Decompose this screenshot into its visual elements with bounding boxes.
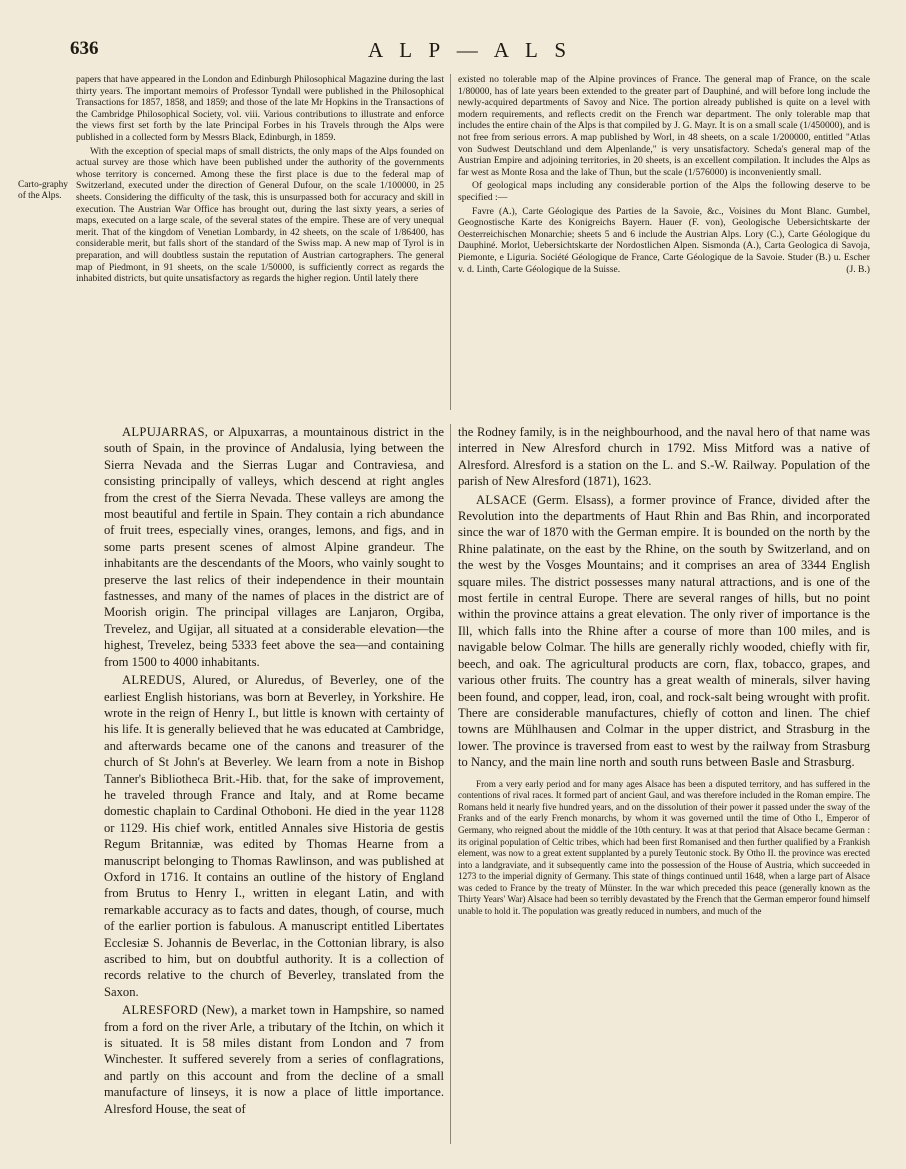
paragraph: existed no tolerable map of the Alpine provinces of France. The general map of France, on the scale 1/80000, has of late years been extended to the greater part of Dauphiné, and will before long include the newly-acquired departments of Savoy and Nice. The portion already published is quite on a level with modern requirements, and reflects credit on the French war department. The only tolerable map that includes the entire chain of the Alps is that compiled by J. G. Mayr. It is on a small scale (1/450000), and is not free from serious errors. A map published by Worl, in 48 sheets, on a scale 1/200000, entitled "Atlas von Sudwest Deutschland und dem Alpenlande," is very unsatisfactory. Scheda's general map of the Austrian Empire and adjoining territories, in 20 sheets, is an excellent compilation. It includes the Alps as far west as Monte Rosa and the lake of Thun, but the scale (1/576000) is inconveniently small. — [458, 74, 870, 178]
entry-text: the Rodney family, is in the neighbourhood, and the naval hero of that name was interred in New Alresford church in 1792. Miss Mitford was a native of Alresford. Alresford is a station on the L. and S.-W. Railway. Population of the parish of New Alresford (1871), 1623. — [458, 425, 870, 489]
alsace-history: From a very early period and for many ages Alsace has been a disputed territory, and has suffered in the contentions of rival races. It formed part of ancient Gaul, and was therefore included in the Roman empire. The Romans held it nearly five hundred years, and on the dissolution of their power it passed under the sway of the Franks and of the early French monarchs, by whom it was governed until the time of Otho I., Emperor of Germany, who reigned about the middle of the 10th century. It was at that period that Alsace became German : its original population of Celtic tribes, which had been first Romanised and then further qualified by a Frankish element, was now to a great extent supplanted by a purely Teutonic stock. By Otho II. the province was erected into a landgraviate, and it subsequently came into the possession of the House of Austria, which succeeded in 1273 to the imperial dignity of Germany. This state of things continued until 1648, when a large part of Alsace was ceded to France by the treaty of Münster. In the war which preceded this peace (generally known as the Thirty Years' War) Alsace had been so terribly devastated by the French that the German emperor found himself unable to hold it. The population was greatly reduced in numbers, and much of the — [458, 778, 870, 917]
margin-note: Carto-graphy of the Alps. — [18, 180, 68, 201]
page-number: 636 — [70, 38, 99, 59]
headword: ALPUJARRAS, — [122, 425, 209, 439]
entry-alsace — [458, 492, 870, 771]
bottom-left-column — [104, 424, 444, 1117]
paragraph: papers that have appeared in the London and Edinburgh Philosophical Magazine during the last thirty years. The important memoirs of Professor Tyndall were published in the Philosophical Transactions for 1857, 1858, and 1859; and those of the late Mr Hopkins in the Transactions of the Cambridge Philosophical Society, vol. viii. Various contributions to illustrate and enforce the views first set forth by the late Principal Forbes in his Travels through the Alps were published in a collected form by Messrs Black, Edinburgh, in 1859. — [76, 74, 444, 143]
column-divider — [450, 74, 451, 410]
entry-text: or Alpuxarras, a mountainous district in the south of Spain, in the province of Andalusia, lying between the Sierra Nevada and the Sierras Lugar and Contraviesa, and consisting principally of valleys, which descend at right angles from the crest of the Sierra Nevada. These valleys are among the most beautiful and fertile in Spain. They contain a rich abundance of fruit trees, especially vines, oranges, lemons, and figs, and in some parts present scenes of almost Alpine grandeur. The inhabitants are the descendants of the Moors, who vainly sought to preserve the last relics of their independence in their mountain fastnesses, and many of the names of places in the district are of Moorish origin. The principal villages are Lanjaron, Orgiba, Trevelez, and Ugijar, all situated at a considerable elevation—the highest, Trevelez, being 5333 feet above the sea—and containing from 1500 to 4000 inhabitants. — [104, 425, 444, 669]
paragraph: Of geological maps including any considerable portion of the Alps the following deserve to be specified :— — [458, 180, 870, 203]
entry-alresford — [104, 1002, 444, 1117]
paragraph: With the exception of special maps of small districts, the only maps of the Alps founded on actual survey are those which have been published under the authority of the governments whose territory is concerned. Among these the first place is due to the federal map of Switzerland, executed under the direction of General Dufour, on the scale 1/100000, in 25 sheets. Considering the difficulty of the task, this is unsurpassed both for accuracy and skill in execution. The Austrian War Office has brought out, during the last sixty years, a series of maps, executed on a large scale, of the several states of the empire. These are of very unequal merit. That of the kingdom of Venetian Lombardy, in 42 sheets, on the scale of 1/86400, has considerable merit, but falls short of the standard of the Swiss map. A new map of Tyrol is in preparation, and will doubtless sustain the reputation of Austrian cartographers. The general map of Piedmont, in 91 sheets, on the scale 1/50000, is sufficiently correct as regards the inhabited districts, but quite unsatisfactory as regards the higher region. Until lately there — [76, 145, 444, 285]
page-header — [70, 38, 870, 64]
headword: ALSACE — [476, 492, 527, 507]
paragraph — [458, 206, 870, 276]
bibliography: Favre (A.), Carte Géologique des Parties de la Savoie, &c., Voisines du Mont Blanc. Gumbel, Geognostische Karte des Konigreichs Bayern. Hauer (F. von), Geologische Uebersichtskarte der Oesterreichischen Monarchie; sheets 5 and 6 include the Austrian Alps. Lory (C.), Carte Géologique du Dauphiné. Morlot, Uebersichtskarte der Nordostlichen Alpen. Sismonda (A.), Carta Geologica di Savoja, Piemonte, e Liguria. Société Géologique de France, Carte Géologique de la Savoie. Studer (B.) u. Escher v. d. Linth, Carte Géologique de la Suisse. — [458, 205, 870, 275]
entry-alresford-cont — [458, 424, 870, 490]
running-head: A L P — A L S — [367, 38, 573, 62]
column-divider — [450, 424, 451, 1144]
entry-text: Alured, or Aluredus, of Beverley, one of the earliest English historians, was born at Beverley, in Yorkshire. He wrote in the reign of Henry I., but little is known with certainty of his life. It is generally believed that he was educated at Cambridge, and afterwards became one of the canons and treasurer of the church of St John's at Beverley. We learn from a note in Bishop Tanner's Bibliotheca Brit.-Hib. that, for the sake of improvement, he traveled through France and Italy, and at Rome became domestic chaplain to Cardinal Othoboni. He died in the year 1128 or 1129. His chief work, entitled Annales sive Historia de gestis Regum Britanniæ, was edited by Thomas Hearne from a manuscript belonging to Thomas Rawlinson, and was published at Oxford in 1716. It contains an outline of the history of England from Brutus to Henry I., written in elegant Latin, and with remarkable accuracy as to facts and dates, though, of course, much of the earlier portion is fabulous. A manuscript entitled Libertates Ecclesiæ S. Johannis de Beverlac, in the Cottonian library, is also ascribed to him, but on doubtful authority. It is a collection of records relative to the church of Beverley, translated from the Saxon. — [104, 673, 444, 999]
bottom-right-column — [458, 424, 870, 918]
headword: ALRESFORD — [122, 1003, 199, 1018]
top-left-column — [76, 74, 444, 285]
entry-alpujarras — [104, 424, 444, 670]
top-right-column — [458, 74, 870, 275]
entry-text: (Germ. Elsass), a former province of France, divided after the Revolution into the departments of Haut Rhin and Bas Rhin, and incorporated since the war of 1870 with the German empire. It is bounded on the north by the Rhine palatinate, on the east by the Rhine, on the south by Switzerland, and on the west by the Vosges Mountains; and it comprises an area of 3344 English square miles. The district possesses many natural attractions, and is one of the most fertile in central Europe. There are several ranges of hills, but no point within the province attains a great elevation. The only river of importance is the Ill, which falls into the Rhine after a course of more than 100 miles, and is navigable below Colmar. The hills are generally richly wooded, chiefly with fir, beech, and oak. The agricultural products are corn, flax, tobacco, grapes, and various other fruits. The country has a great wealth of minerals, silver having been found, and copper, lead, iron, coal, and rock-salt being wrought with profit. There are considerable manufactures, chiefly of cotton and linen. The chief towns are Mühlhausen and Colmar in the upper district, and Strasburg in the lower. The province is traversed from east to west by the railway from Strasburg to Nancy, and the main line north and south runs between Basle and Strasburg. — [458, 492, 870, 770]
headword: ALREDUS, — [122, 673, 186, 688]
author-signature: (J. B.) — [846, 263, 870, 275]
entry-text: (New), a market town in Hampshire, so named from a ford on the river Arle, a tributary of the Itchin, on which it is situated. It is 58 miles distant from London and 7 from Winchester. It suffered severely from a series of conflagrations, and partly on this account and from the decline of a small manufacture of linseys, it is now a place of little importance. Alresford House, the seat of — [104, 1003, 444, 1116]
entry-alredus — [104, 672, 444, 1000]
